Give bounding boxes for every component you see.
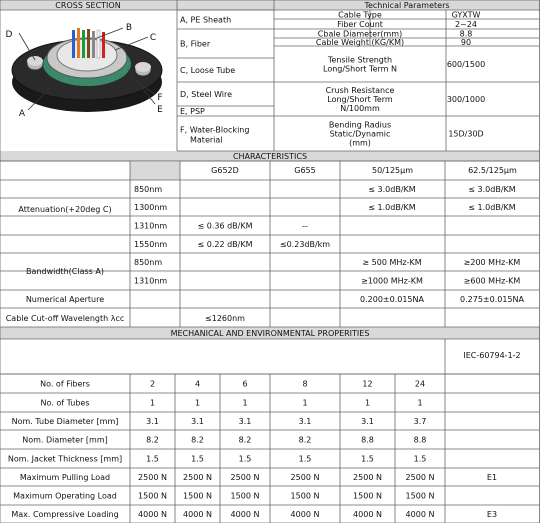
mech-value: 8.8 <box>361 435 374 445</box>
mech-value: 8.2 <box>146 435 159 445</box>
component-label: A, PE Sheath <box>180 15 232 25</box>
param-value: 15D/30D <box>448 129 484 139</box>
mech-row-label: No. of Fibers <box>40 379 90 389</box>
mech-value: 2500 N <box>183 473 212 482</box>
callout-label: D <box>5 30 13 40</box>
mech-value: 8 <box>302 379 308 389</box>
fiber-orange <box>77 28 80 58</box>
na-label: Numerical Aperture <box>25 295 105 304</box>
na-mm50: 0.200±0.015NA <box>360 295 424 304</box>
param-label: Crush Resistance <box>325 86 395 95</box>
param-label: Fiber Count <box>337 20 383 29</box>
mech-value: 1.5 <box>238 454 252 464</box>
param-label: Long/Short Term <box>327 95 393 104</box>
mech-value: 1500 N <box>290 491 320 501</box>
mech-value: 4000 N <box>138 510 167 519</box>
g655-value: -- <box>302 221 308 231</box>
cross-section-title: CROSS SECTION <box>55 1 121 10</box>
component-label: B, Fiber <box>180 39 211 49</box>
mech-value: 4000 N <box>353 510 382 519</box>
mech-row-label: Nom. Jacket Thickness [mm] <box>7 454 123 464</box>
g652d-value: ≤ 0.22 dB/KM <box>197 240 253 249</box>
cable-cross-section <box>12 28 162 112</box>
param-value: 600/1500 <box>446 60 486 69</box>
char-header: 62.5/125μm <box>468 166 517 175</box>
callout-label: B <box>125 23 133 33</box>
mech-value: 1 <box>302 398 308 408</box>
component-label: E, PSP <box>180 107 205 116</box>
char-header: G652D <box>211 166 239 175</box>
mech-row-label: Maximum Pulling Load <box>19 473 111 482</box>
mech-row-label: No. of Tubes <box>40 398 90 408</box>
wavelength: 1300nm <box>134 203 168 212</box>
param-label: Bending Radius <box>328 120 392 130</box>
mm62-value: ≥600 MHz-KM <box>463 276 521 286</box>
fiber-green <box>82 30 85 58</box>
mech-value: 6 <box>242 379 248 389</box>
param-value: 8.8 <box>459 29 473 39</box>
mech-row-label: Max. Compressive Loading <box>11 510 119 519</box>
wavelength: 850nm <box>134 258 163 267</box>
fiber-grey <box>92 31 95 58</box>
wavelength: 1310nm <box>134 221 168 231</box>
component-label: F, Water-Blocking <box>180 125 250 135</box>
mm62-value: ≥200 MHz-KM <box>463 258 521 267</box>
mech-value: 4000 N <box>290 510 320 519</box>
param-label: Cable Type <box>338 10 382 20</box>
mech-value: 1500 N <box>183 491 212 501</box>
mech-value: 1.5 <box>361 454 374 464</box>
component-label: C, Loose Tube <box>180 66 236 75</box>
na-mm62: 0.275±0.015NA <box>460 295 524 304</box>
mech-ref: E3 <box>486 510 498 519</box>
mech-value: 3.1 <box>361 417 374 426</box>
mech-value: 3.1 <box>238 417 252 426</box>
grey-cell <box>130 162 180 180</box>
mech-value: 2500 N <box>230 473 260 482</box>
mech-value: 1 <box>194 398 201 408</box>
g655-value: ≤0.23dB/km <box>279 240 331 249</box>
mech-value: 3.1 <box>191 417 204 426</box>
mech-value: 1 <box>364 398 371 408</box>
fiber-brown <box>87 29 90 58</box>
param-value: 300/1000 <box>446 95 486 104</box>
attenuation-label: Attenuation(+20deg C) <box>18 205 112 214</box>
mech-value: 1.5 <box>146 454 159 464</box>
char-header: G655 <box>294 166 316 175</box>
mech-value: 1 <box>417 398 423 408</box>
mech-value: 4000 N <box>230 510 260 519</box>
mech-value: 2 <box>149 379 156 389</box>
mech-value: 3.7 <box>413 417 427 426</box>
component-label: Material <box>190 135 223 145</box>
mech-value: 1.5 <box>298 454 312 464</box>
param-label: Static/Dynamic <box>329 129 391 139</box>
mech-row-label: Maximum Operating Load <box>13 491 117 501</box>
mech-value: 1.5 <box>191 454 204 464</box>
callout-label: C <box>149 33 157 43</box>
callout-label: F <box>157 93 163 103</box>
mech-value: 2500 N <box>405 473 435 482</box>
fiber-white <box>97 30 100 58</box>
param-value: 90 <box>460 38 472 47</box>
tech-params-title: Technical Parameters <box>364 1 450 10</box>
mech-value: 1500 N <box>230 491 260 501</box>
bandwidth-label: Bandwidth(Class A) <box>26 267 104 276</box>
param-label: Tensile Strength <box>327 55 393 65</box>
mech-value: 4000 N <box>183 510 212 519</box>
callout-label: A <box>18 109 26 119</box>
param-value: 2~24 <box>455 20 477 29</box>
mech-value: 4000 N <box>405 510 435 519</box>
mm50-value: ≤ 1.0dB/KM <box>368 203 416 212</box>
mech-value: 12 <box>362 379 373 389</box>
mech-value: 3.1 <box>146 417 159 426</box>
param-value: GYXTW <box>451 10 481 20</box>
mm62-value: ≤ 3.0dB/KM <box>468 185 516 194</box>
mech-value: 8.2 <box>298 435 312 445</box>
char-header: 50/125μm <box>371 166 414 175</box>
param-label: N/100mm <box>340 104 380 113</box>
mech-row-label: Nom. Diameter [mm] <box>22 435 108 445</box>
mm50-value: ≥1000 MHz-KM <box>361 276 423 286</box>
mech-value: 8.2 <box>238 435 252 445</box>
mech-row-label: Nom. Tube Diameter [mm] <box>11 417 119 426</box>
mech-value: 1 <box>242 398 248 408</box>
mechanical-title: MECHANICAL AND ENVIRONMENTAL PROPERITIES <box>170 329 370 338</box>
mech-value: 1500 N <box>353 491 382 501</box>
mech-value: 1.5 <box>413 454 427 464</box>
callout-label: E <box>157 105 163 115</box>
mm50-value: ≥ 500 MHz-KM <box>362 258 422 267</box>
mm62-value: ≤ 1.0dB/KM <box>468 203 516 212</box>
steel-wire-left-top <box>27 56 43 66</box>
cutoff-label: Cable Cut-off Wavelength λcc <box>5 314 125 323</box>
cutoff-value: ≤1260nm <box>205 314 245 323</box>
mech-value: 8.8 <box>413 435 427 445</box>
standard-ref: IEC-60794-1-2 <box>463 351 521 360</box>
mech-value: 8.2 <box>191 435 204 445</box>
steel-wire-right-top <box>135 62 151 72</box>
mech-value: 3.1 <box>298 417 312 426</box>
mech-value: 4 <box>194 379 201 389</box>
fiber-blue <box>72 30 75 58</box>
mm50-value: ≤ 3.0dB/KM <box>368 185 416 194</box>
mech-value: 1500 N <box>405 491 435 501</box>
mech-value: 2500 N <box>290 473 320 482</box>
param-label: (mm) <box>349 138 371 148</box>
mech-value: 2500 N <box>353 473 382 482</box>
mech-ref: E1 <box>486 473 498 482</box>
mech-value: 1 <box>149 398 156 408</box>
mech-value: 2500 N <box>138 473 167 482</box>
param-label: Long/Short Term N <box>323 64 397 74</box>
component-label: D, Steel Wire <box>180 90 233 99</box>
wavelength: 1310nm <box>134 276 168 286</box>
mech-value: 1500 N <box>138 491 167 501</box>
characteristics-title: CHARACTERISTICS <box>232 152 308 161</box>
mech-value: 24 <box>414 379 426 389</box>
param-label: Cable Weight (KG/KM) <box>315 38 405 47</box>
callout-line-b <box>97 28 123 38</box>
g652d-value: ≤ 0.36 dB/KM <box>197 221 253 231</box>
wavelength: 850nm <box>134 185 163 194</box>
wavelength: 1550nm <box>134 240 168 249</box>
param-label: Cbale Diameter(mm) <box>317 29 403 39</box>
